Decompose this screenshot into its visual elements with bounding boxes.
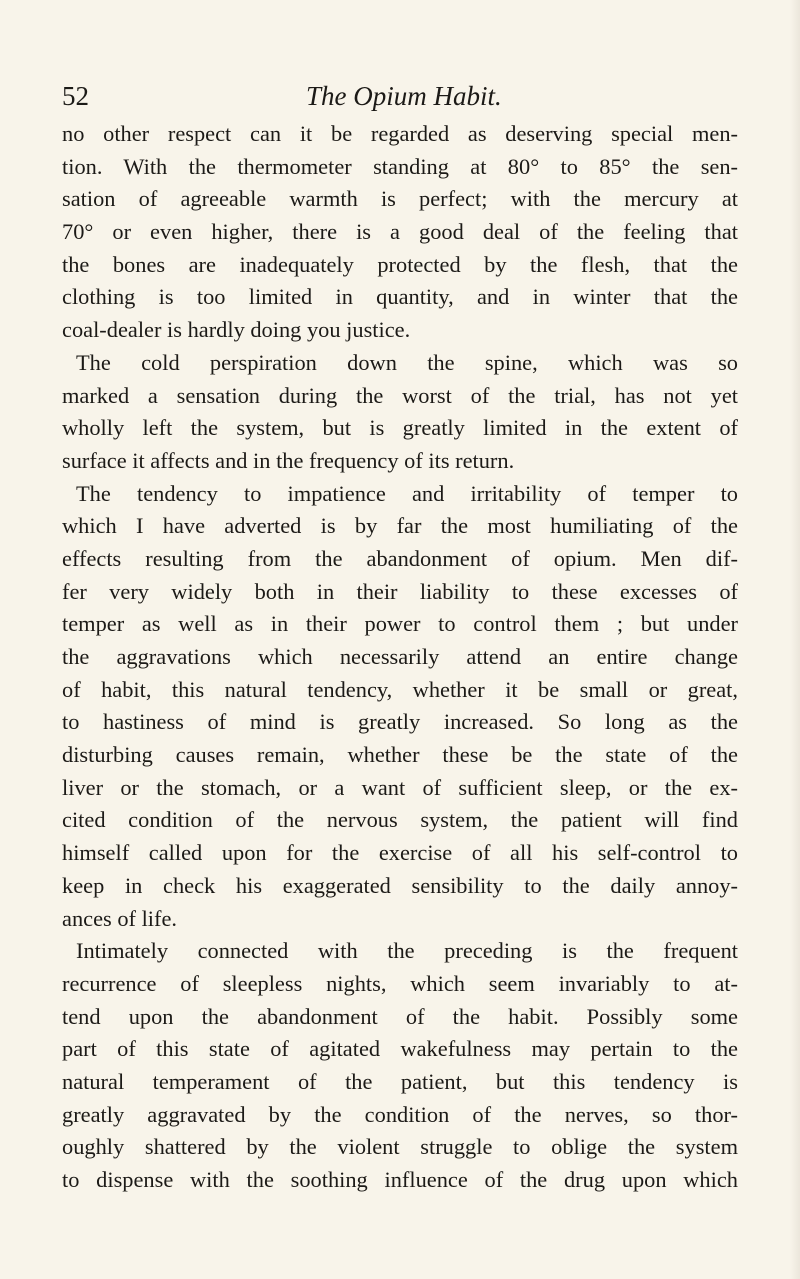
text-line: clothing is too limited in quantity, and in winter that the: [62, 284, 738, 310]
text-line: ances of life.: [62, 905, 178, 931]
text-line: temper as well as in their power to control them ; but under: [62, 611, 738, 637]
text-line: which I have adverted is by far the most humiliating of the: [62, 513, 738, 539]
running-title: The Opium Habit.: [306, 81, 502, 111]
running-head: [62, 78, 742, 114]
text-line: the bones are inadequately protected by the flesh, that the: [62, 251, 738, 277]
text-line: The tendency to impatience and irritability of temper to: [76, 480, 738, 506]
text-line: no other respect can it be regarded as deserving special men-: [62, 121, 738, 146]
text-line: himself called upon for the exercise of all his self-control to: [62, 840, 738, 866]
text-line: of habit, this natural tendency, whether it be small or great,: [62, 676, 738, 702]
text-line: effects resulting from the abandonment of opium. Men dif-: [62, 545, 738, 571]
text-line: cited condition of the nervous system, the patient will find: [62, 807, 738, 833]
text-line: liver or the stomach, or a want of sufficient sleep, or the ex-: [62, 774, 738, 800]
text-line: keep in check his exaggerated sensibility to the daily annoy-: [62, 872, 738, 898]
text-line: the aggravations which necessarily attend an entire change: [62, 644, 738, 669]
text-line: greatly aggravated by the condition of the nerves, so thor-: [62, 1101, 738, 1127]
text-line: Intimately connected with the preceding is the frequent: [76, 938, 738, 964]
text-line: coal-dealer is hardly doing you justice.: [62, 317, 411, 343]
text-line: recurrence of sleepless nights, which seem invariably to at-: [62, 970, 738, 996]
text-line: tion. With the thermometer standing at 80° to 85° the sen-: [62, 153, 738, 179]
text-line: The cold perspiration down the spine, which was so: [76, 349, 738, 375]
text-line: 70° or even higher, there is a good deal of the feeling that: [62, 219, 738, 245]
body-text: [62, 118, 738, 1197]
text-line: natural temperament of the patient, but this tendency is: [62, 1068, 738, 1094]
page-edge-shadow: [790, 0, 800, 1279]
text-line: oughly shattered by the violent struggle to oblige the system: [62, 1134, 738, 1160]
text-line: sation of agreeable warmth is perfect; with the mercury at: [62, 186, 738, 212]
text-line: tend upon the abandonment of the habit. Possibly some: [62, 1003, 738, 1029]
text-line: part of this state of agitated wakefulness may pertain to the: [62, 1036, 738, 1062]
text-line: to hastiness of mind is greatly increased. So long as the: [62, 709, 738, 735]
text-line: to dispense with the soothing influence of the drug upon which: [62, 1167, 738, 1192]
page-number: 52: [62, 81, 89, 111]
text-line: fer very widely both in their liability to these excesses of: [62, 578, 738, 604]
text-line: disturbing causes remain, whether these be the state of the: [62, 742, 738, 768]
text-line: wholly left the system, but is greatly limited in the extent of: [62, 415, 738, 441]
text-line: marked a sensation during the worst of the trial, has not yet: [62, 382, 738, 408]
text-line: surface it affects and in the frequency of its return.: [62, 447, 515, 473]
